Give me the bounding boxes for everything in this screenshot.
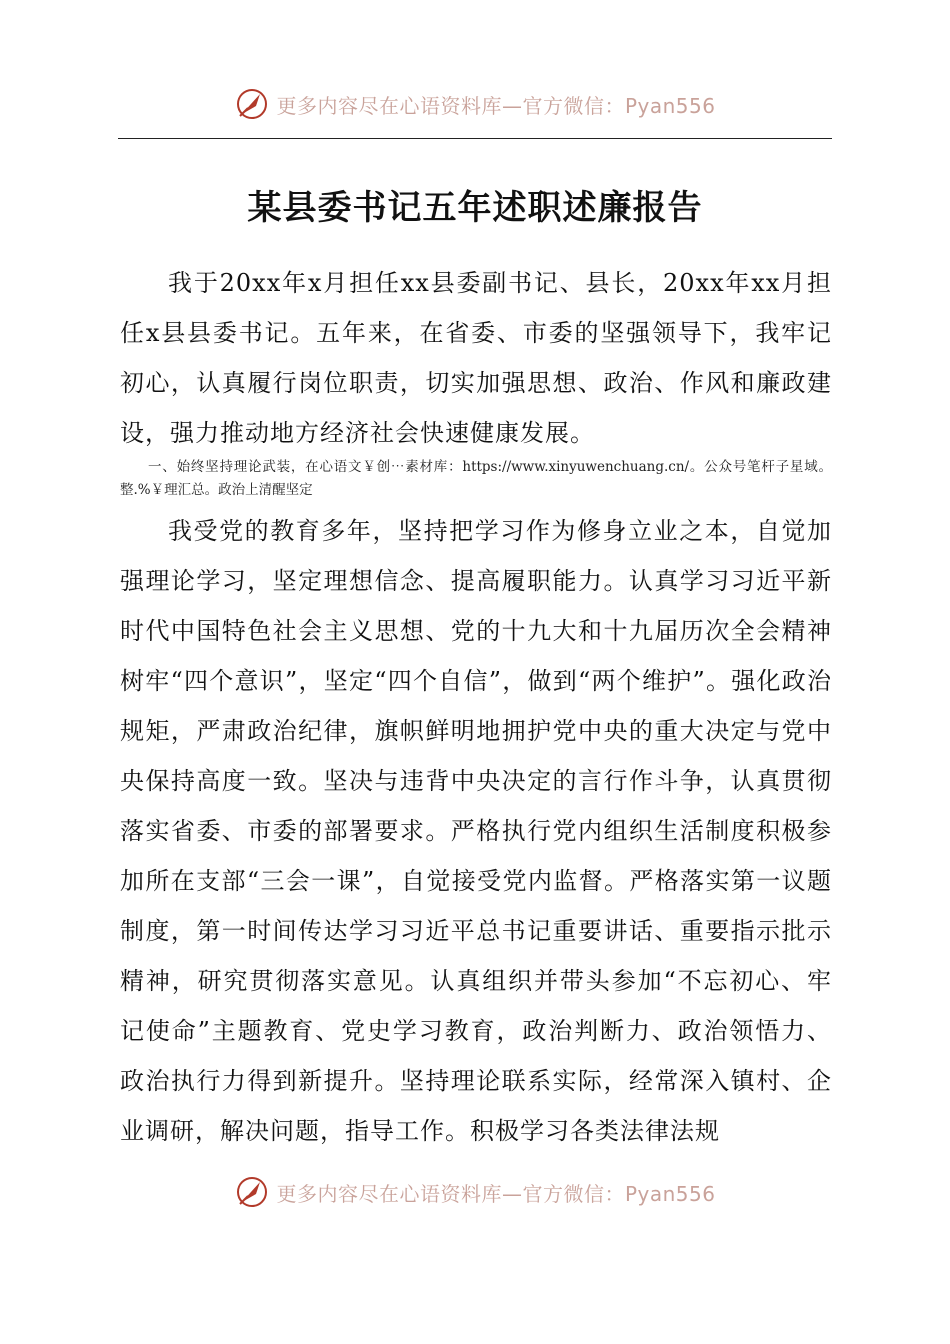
banner-text: 更多内容尽在心语资料库—官方微信：Pyan556 <box>276 1181 716 1206</box>
header-divider <box>118 138 832 139</box>
quill-logo-icon <box>234 86 270 122</box>
quill-logo-icon <box>234 1174 270 1210</box>
paragraph-theory: 我受党的教育多年，坚持把学习作为修身立业之本，自觉加强理论学习，坚定理想信念、提高履职能力。认真学习习近平新时代中国特色社会主义思想、党的十九大和十九届历次全会精神树牢“四个意识”，坚定“四个自信”，做到“两个维护”。强化政治规矩，严肃政治纪律，旗帜鲜明地拥护党中央的重大决定与党中央保持高度一致。坚决与违背中央决定的言行作斗争，认真贯彻落实省委、市委的部署要求。严格执行党内组织生活制度积极参加所在支部“三会一课”，自觉接受党内监督。严格落实第一议题制度，第一时间传达学习习近平总书记重要讲话、重要指示批示精神，研究贯彻落实意见。认真组织并带头参加“不忘初心、牢记使命”主题教育、党史学习教育，政治判断力、政治领悟力、政治执行力得到新提升。坚持理论联系实际，经常深入镇村、企业调研，解决问题，指导工作。积极学习各类法律法规 <box>120 517 832 1145</box>
header-banner <box>0 84 950 124</box>
section-heading: 一、始终坚持理论武装，在心‌语文￥创⋯素材库：https://www.xinyuwenchuang.cn/。公众号笔杆子星域。整.%￥理汇总。政治上清醒坚定 <box>120 459 832 498</box>
banner-text: 更多内容尽在心语资料库—官方微信：Pyan556 <box>276 93 716 118</box>
paragraph-intro: 我于20xx年x月担任xx县委副书记、县长，20xx年xx月担任x县县委书记。五年来，在省委、市委的坚强领导下，我牢记初心，认真履行岗位职责，切实加强思想、政治、作风和廉政建设，强力推动地方经济社会快速健康发展。 <box>120 269 832 447</box>
footer-banner <box>0 1172 950 1212</box>
document-title: 某县委书记五年述职述廉报告 <box>247 188 703 228</box>
